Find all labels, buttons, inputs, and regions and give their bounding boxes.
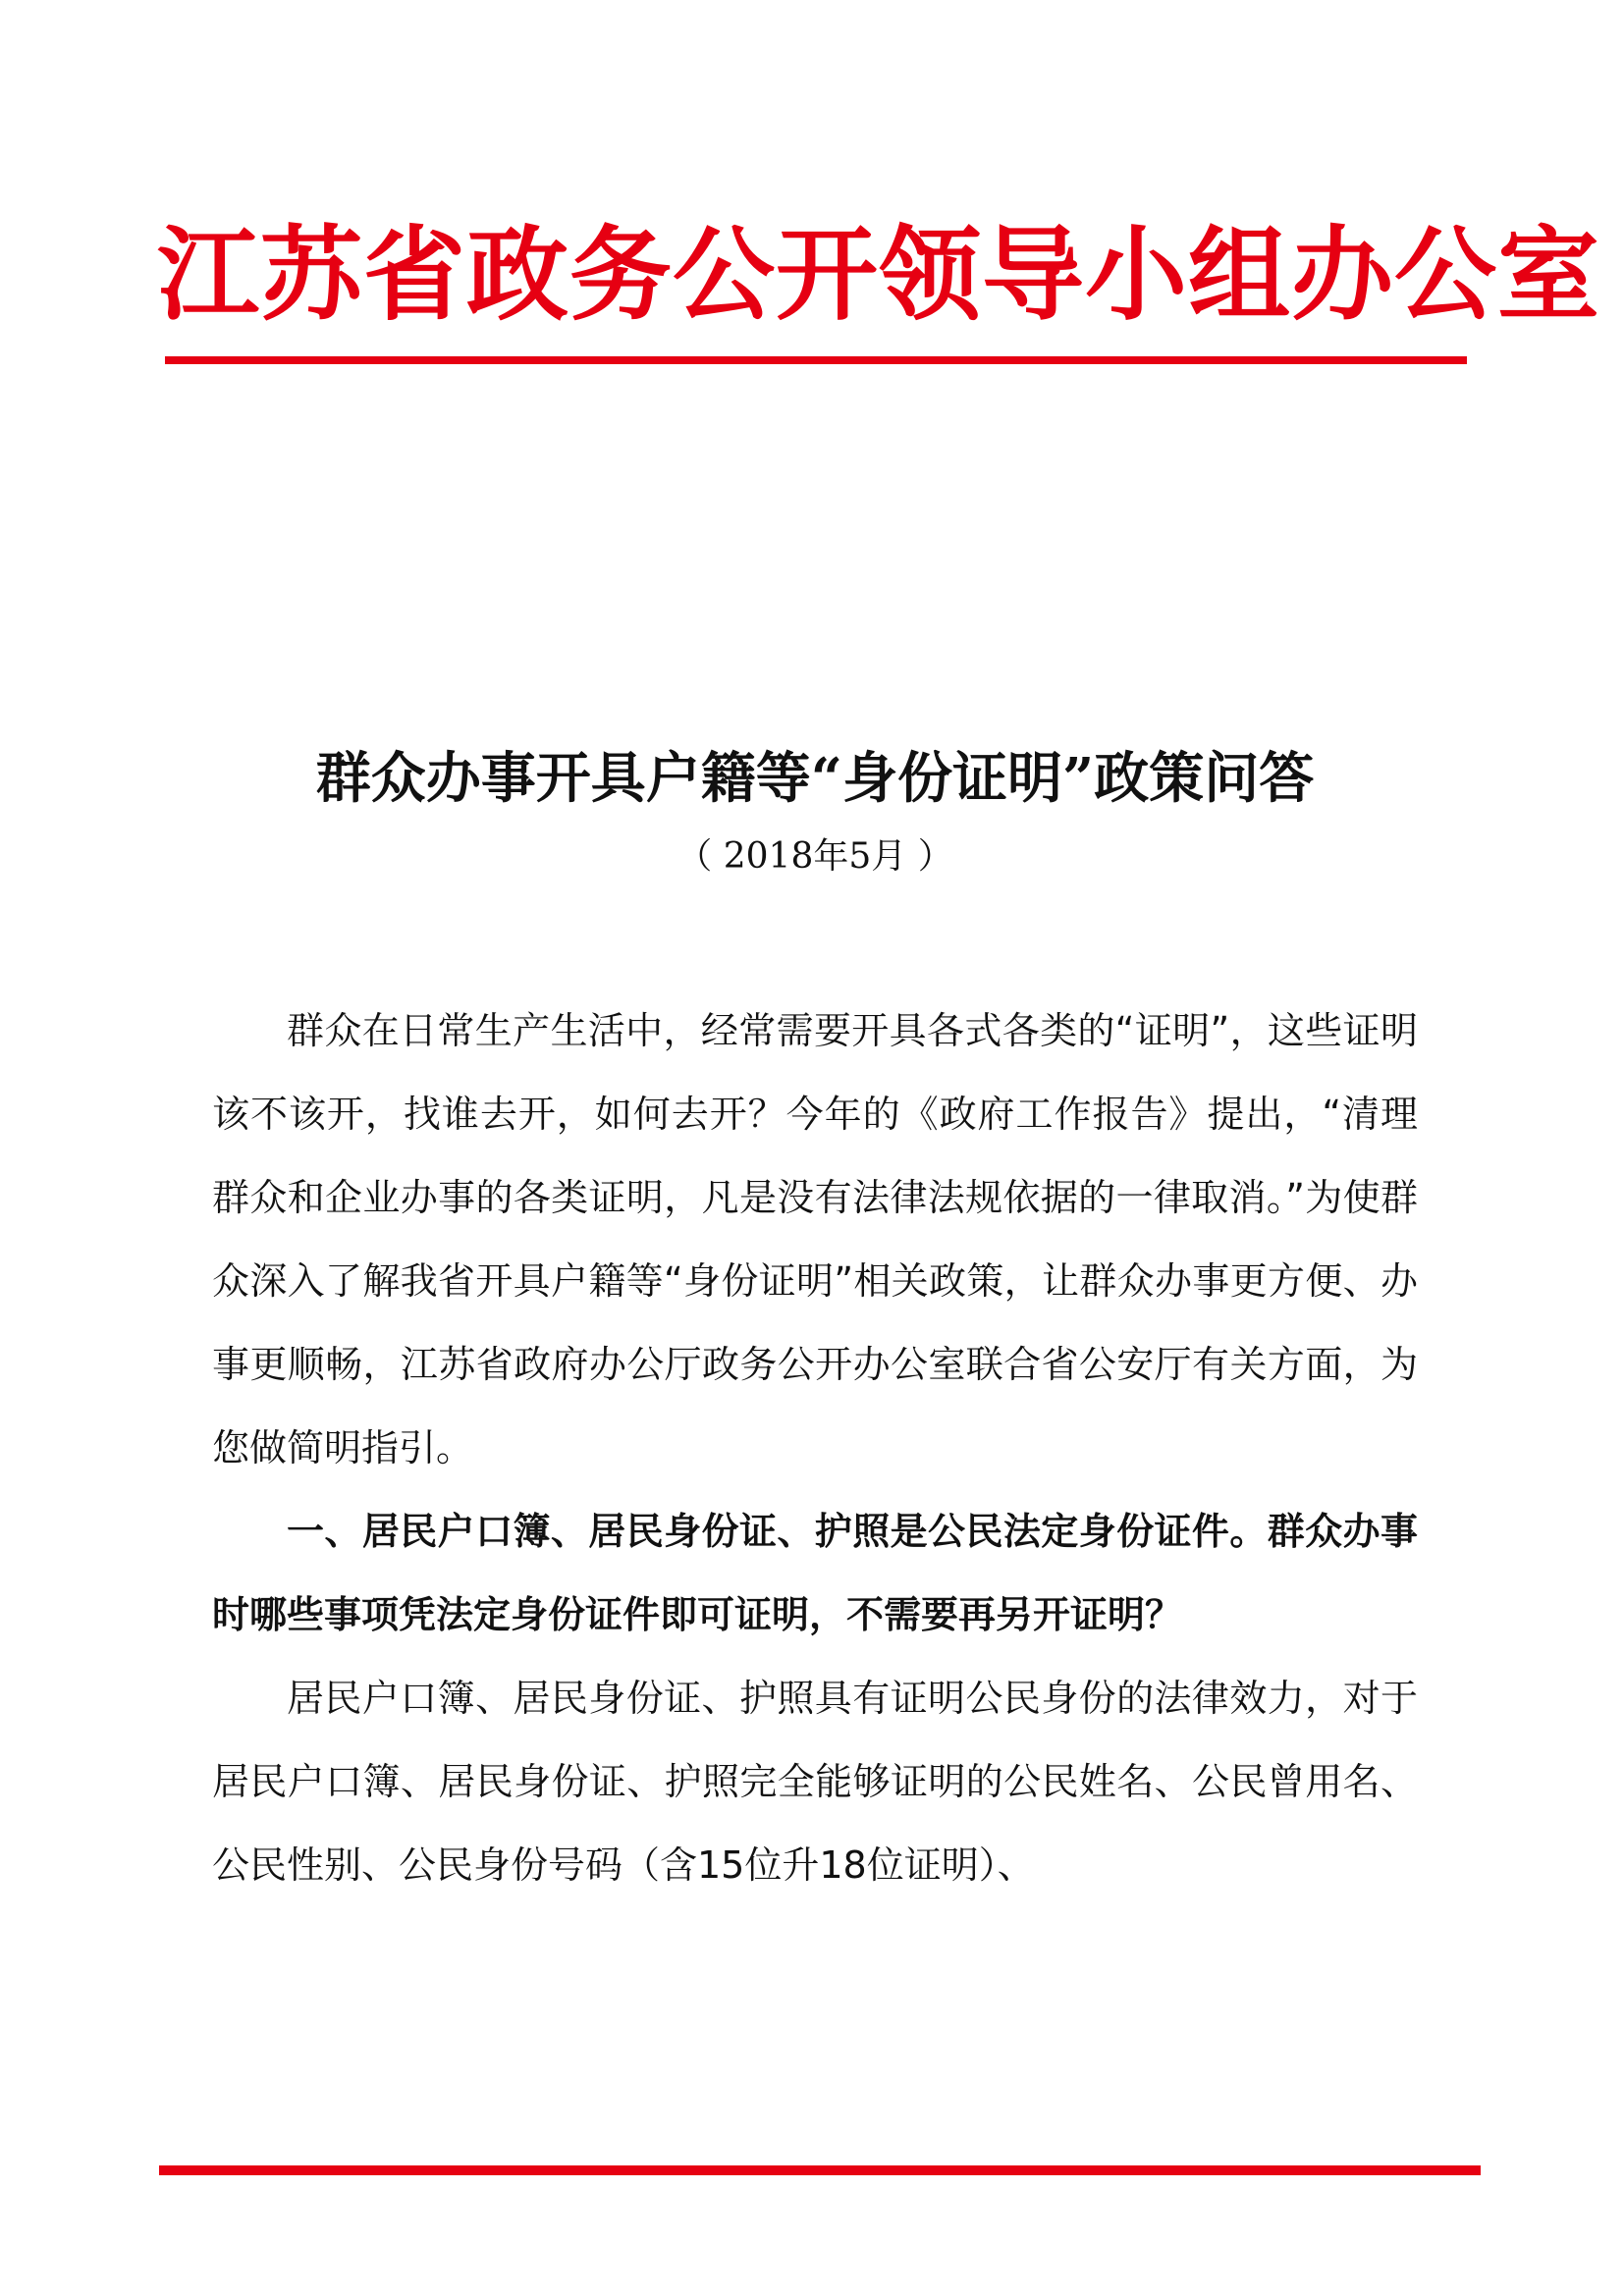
footer-red-rule	[159, 2165, 1481, 2175]
body-paragraph-answer-1: 居民户口簿、居民身份证、护照具有证明公民身份的法律效力，对于居民户口簿、居民身份证、护照完全能够证明的公民姓名、公民曾用名、公民性别、公民身份号码（含15位升18位证明）、	[212, 1677, 1418, 1887]
document-date: （ 2018年5月 ）	[677, 836, 953, 877]
letterhead-red-rule	[165, 356, 1467, 364]
body-paragraph-intro: 群众在日常生产生活中，经常需要开具各式各类的“证明”，这些证明该不该开，找谁去开，如何去开？今年的《政府工作报告》提出，“清理群众和企业办事的各类证明，凡是没有法律法规依据的一律取消。”为使群众深入了解我省开具户籍等“身份证明”相关政策，让群众办事更方便、办事更顺畅，江苏省政府办公厅政务公开办公室联合省公安厅有关方面，为您做简明指引。	[212, 1009, 1418, 1469]
letterhead-organization: 江苏省政务公开领导小组办公室	[157, 214, 1601, 335]
body-section-heading-1: 一、居民户口簿、居民身份证、护照是公民法定身份证件。群众办事时哪些事项凭法定身份证件即可证明，不需要再另开证明？	[212, 1510, 1418, 1636]
document-title: 群众办事开具户籍等“身份证明”政策问答	[315, 746, 1315, 811]
document-body	[212, 989, 1418, 1907]
